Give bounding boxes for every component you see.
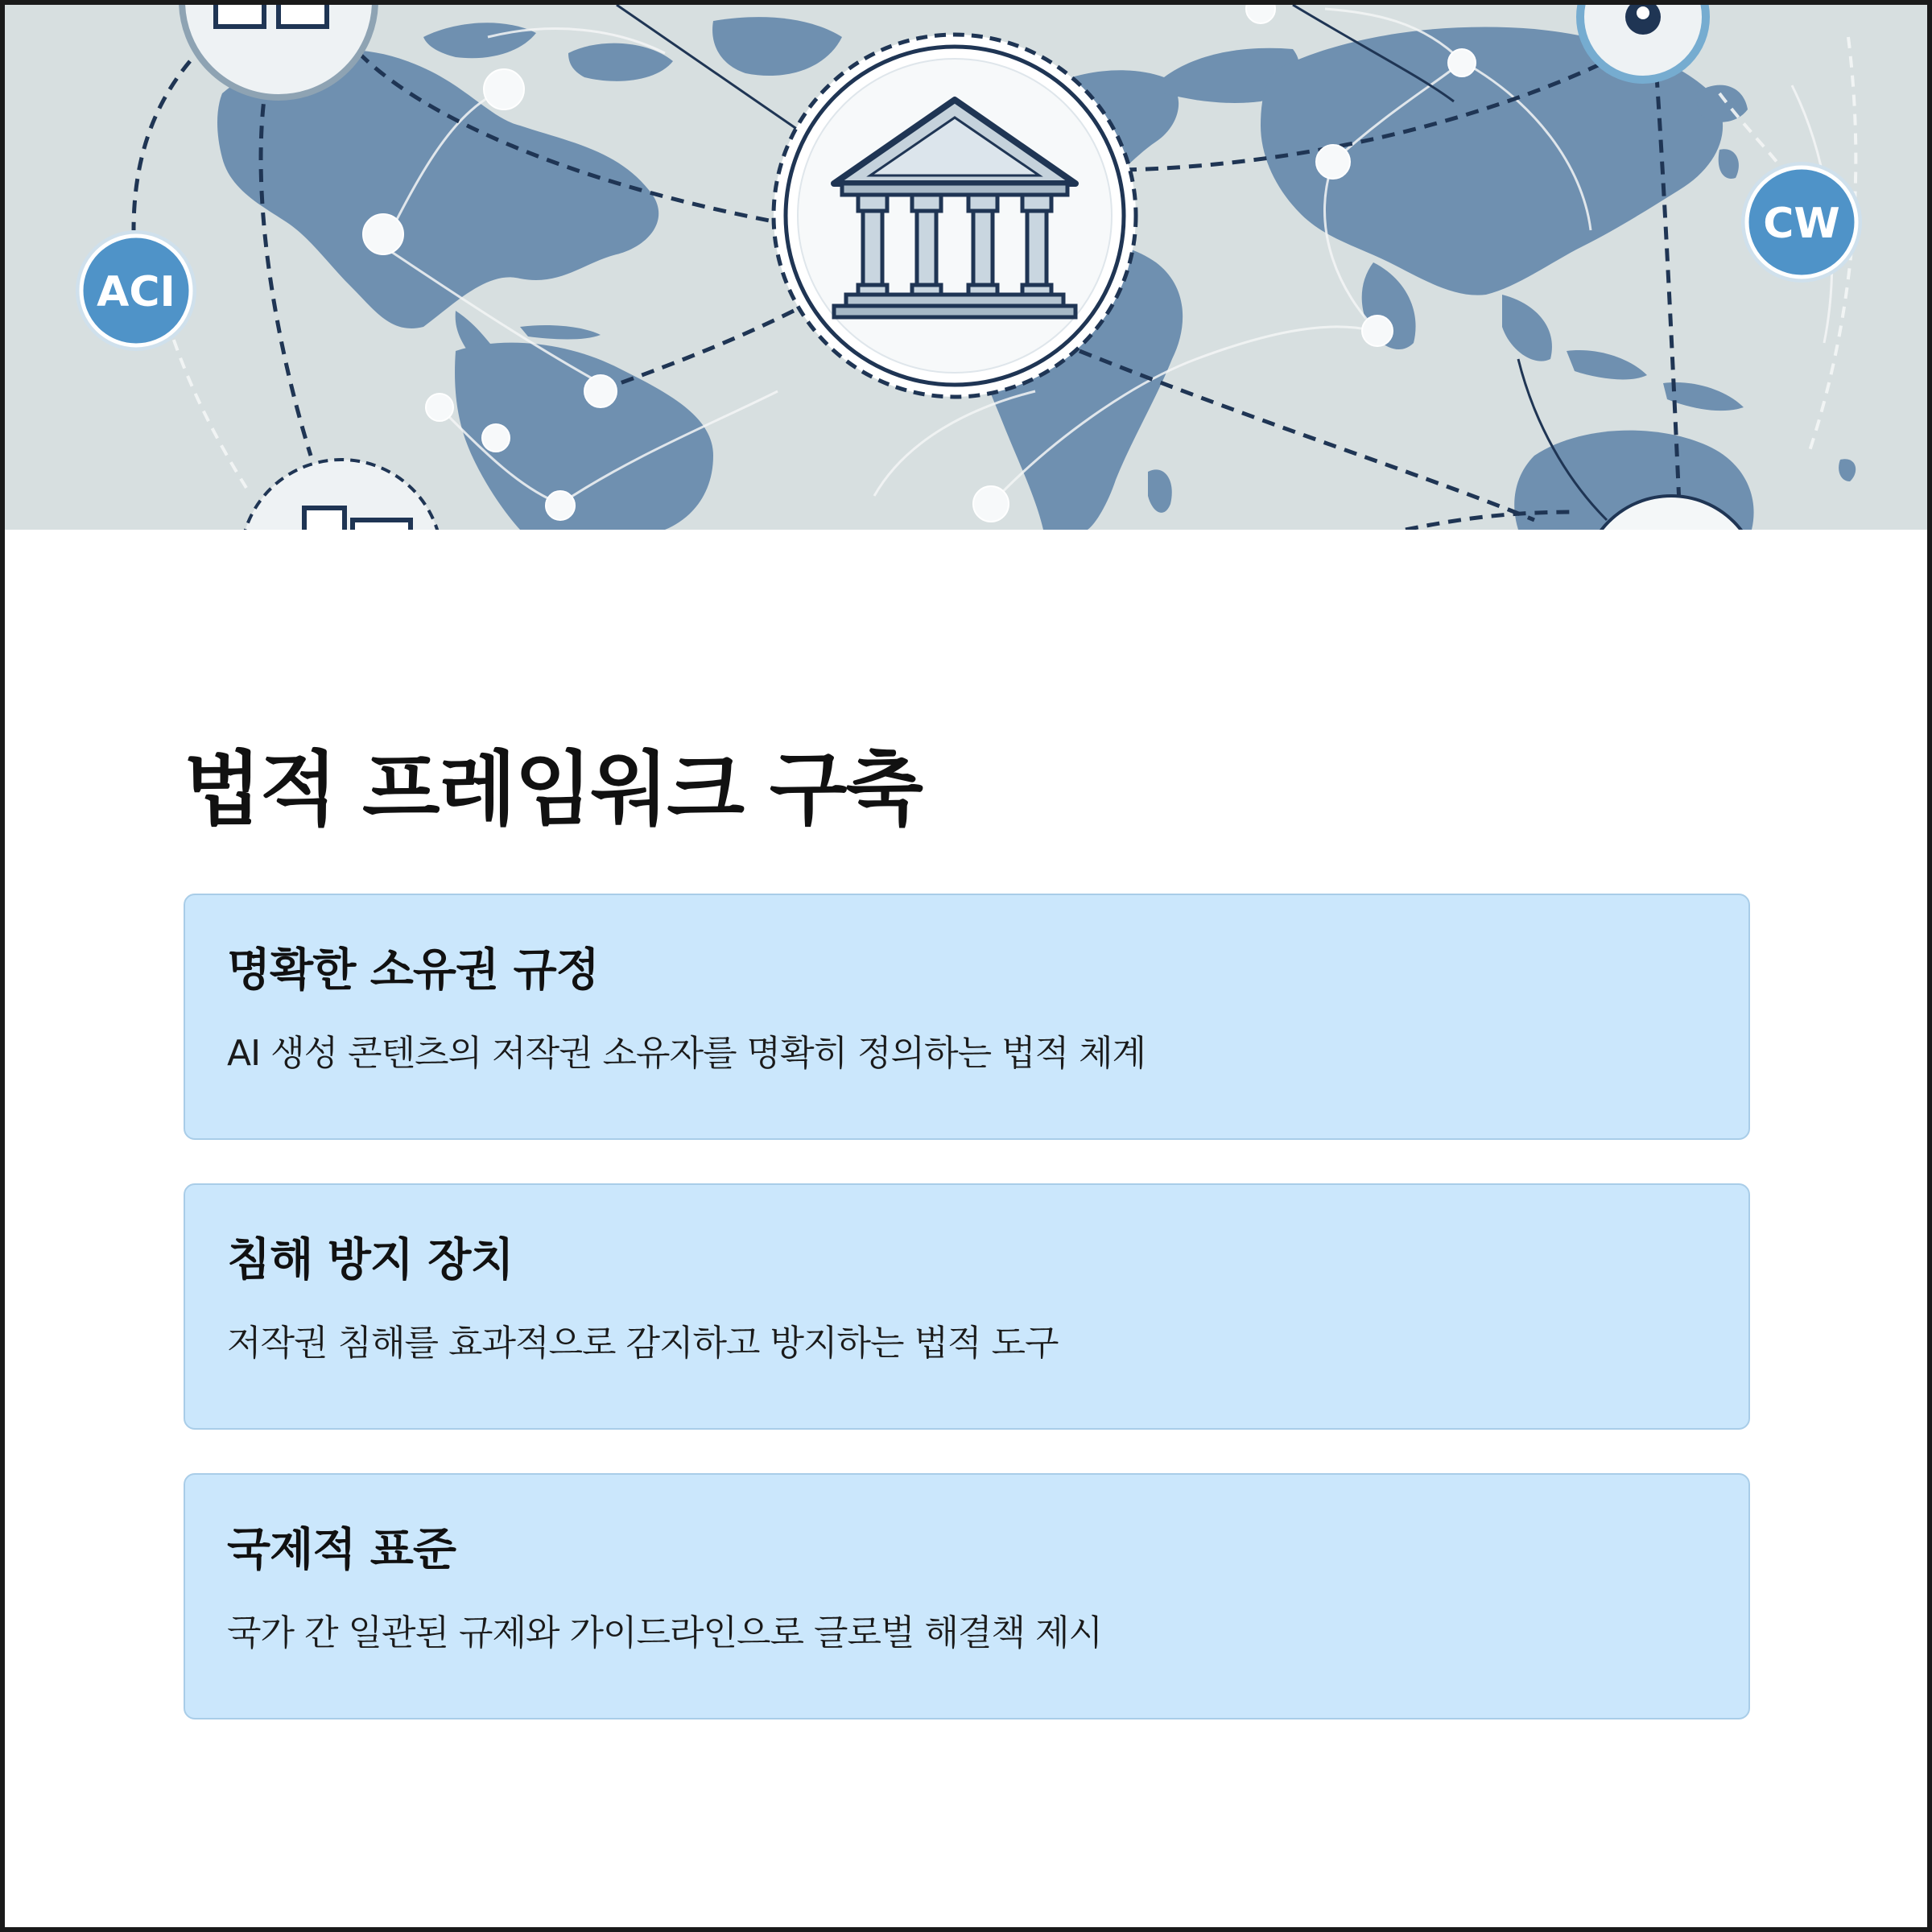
hero-image [5, 5, 1927, 530]
card-description: 국가 간 일관된 규제와 가이드라인으로 글로벌 해결책 제시 [227, 1612, 1102, 1654]
card-list [184, 894, 1753, 1719]
card-international-standard [184, 1473, 1750, 1719]
world-network-illustration [5, 5, 1927, 530]
cw-badge-label: CW [1763, 200, 1840, 248]
main-content [184, 742, 1753, 1763]
card-title: 침해 방지 장치 [227, 1234, 514, 1286]
card-description: AI 생성 콘텐츠의 저작권 소유자를 명확히 정의하는 법적 체계 [227, 1033, 1146, 1075]
slide [5, 5, 1927, 1927]
courthouse-icon [774, 35, 1136, 397]
aci-badge [76, 230, 196, 351]
aci-badge-label: ACI [97, 268, 175, 316]
cw-badge [1741, 162, 1862, 283]
card-ownership [184, 894, 1750, 1140]
card-title: 국제적 표준 [227, 1524, 456, 1576]
page-title: 법적 프레임워크 구축 [184, 742, 923, 836]
card-infringement-prevention [184, 1183, 1750, 1430]
card-description: 저작권 침해를 효과적으로 감지하고 방지하는 법적 도구 [227, 1323, 1059, 1364]
card-title: 명확한 소유권 규정 [227, 944, 599, 997]
